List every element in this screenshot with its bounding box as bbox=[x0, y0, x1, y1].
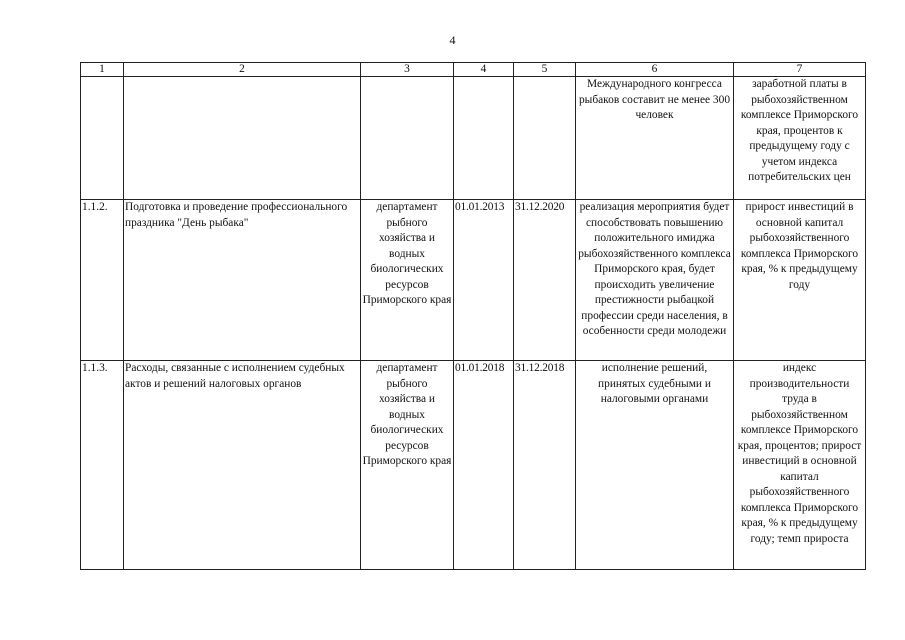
start-date-cell bbox=[454, 77, 514, 200]
table-row bbox=[81, 361, 866, 570]
table-row bbox=[81, 77, 866, 200]
page-number: 4 bbox=[449, 33, 456, 47]
column-number: 6 bbox=[576, 63, 734, 77]
indicator-cell: заработной платы в рыбохозяйственном комплексе Приморского края, процентов к предыдущему году с учетом индекса потребительских цен bbox=[734, 77, 866, 200]
event-name-cell bbox=[124, 77, 361, 200]
expected-result-cell: исполнение решений, принятых судебными и налоговыми органами bbox=[576, 361, 734, 570]
table-row bbox=[81, 200, 866, 361]
program-activities-table bbox=[80, 62, 866, 570]
start-date-cell: 01.01.2018 bbox=[454, 361, 514, 570]
end-date-cell bbox=[514, 77, 576, 200]
column-number-row bbox=[81, 63, 866, 77]
start-date-cell: 01.01.2013 bbox=[454, 200, 514, 361]
executor-cell: департамент рыбного хозяйства и водных биологических ресурсов Приморского края bbox=[361, 200, 454, 361]
event-name-cell: Подготовка и проведение профессионального праздника "День рыбака" bbox=[124, 200, 361, 361]
item-number-cell: 1.1.2. bbox=[81, 200, 124, 361]
end-date-cell: 31.12.2020 bbox=[514, 200, 576, 361]
item-number-cell: 1.1.3. bbox=[81, 361, 124, 570]
executor-cell: департамент рыбного хозяйства и водных биологических ресурсов Приморского края bbox=[361, 361, 454, 570]
column-number: 2 bbox=[124, 63, 361, 77]
expected-result-cell: Международного конгресса рыбаков составит не менее 300 человек bbox=[576, 77, 734, 200]
column-number: 5 bbox=[514, 63, 576, 77]
column-number: 1 bbox=[81, 63, 124, 77]
item-number-cell bbox=[81, 77, 124, 200]
executor-cell bbox=[361, 77, 454, 200]
column-number: 7 bbox=[734, 63, 866, 77]
indicator-cell: прирост инвестиций в основной капитал рыбохозяйственного комплекса Приморского края, % к предыдущему году bbox=[734, 200, 866, 361]
expected-result-cell: реализация мероприятия будет способствовать повышению положительного имиджа рыбохозяйственного комплекса Приморского края, будет происходить увеличение престижности рыбацкой профессии среди населения, в особенности среди молодежи bbox=[576, 200, 734, 361]
column-number: 3 bbox=[361, 63, 454, 77]
end-date-cell: 31.12.2018 bbox=[514, 361, 576, 570]
column-number: 4 bbox=[454, 63, 514, 77]
event-name-cell: Расходы, связанные с исполнением судебных актов и решений налоговых органов bbox=[124, 361, 361, 570]
indicator-cell: индекс производительности труда в рыбохозяйственном комплексе Приморского края, процентов; прирост инвестиций в основной капитал рыбохозяйственного комплекса Приморского края, % к предыдущему году; темп прироста bbox=[734, 361, 866, 570]
